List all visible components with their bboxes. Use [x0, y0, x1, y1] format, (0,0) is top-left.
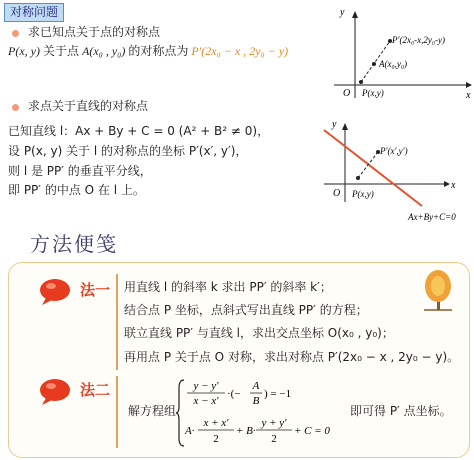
- eq1-frac-denominator: B: [252, 395, 260, 407]
- point-a: A(x₀ , y₀): [82, 44, 126, 58]
- point-p-dot: [359, 80, 363, 84]
- fig1-origin: O: [343, 88, 351, 99]
- fig2-line-label: Ax+By+C=0: [408, 212, 456, 222]
- fig2-origin: O: [333, 188, 341, 199]
- method2-suffix: 即可得 P′ 点坐标。: [350, 404, 452, 418]
- line-section-heading: 求点关于直线的对称点: [28, 99, 149, 113]
- fig1-pprime-label: P′(2x₀-x,2y₀-y): [392, 35, 445, 45]
- eq1-mid: ·(−: [227, 388, 241, 400]
- eq2-denominator-2: 2: [271, 433, 277, 445]
- speech-bubble-icon: [38, 276, 76, 306]
- equation-system: [176, 376, 336, 450]
- fig2-p-label: P(x,y): [352, 189, 374, 199]
- bullet-dot: [12, 30, 19, 37]
- system-brace: [176, 380, 184, 446]
- y-axis-arrow: [342, 123, 348, 130]
- eq2-end: + C = 0: [294, 425, 330, 437]
- method1-step-3: 联立直线 PP′ 与直线 l，求出交点坐标 O(x₀ , y₀)；: [124, 326, 394, 340]
- eq1-frac-numerator: A: [252, 380, 260, 392]
- text-about-point: 关于点: [42, 44, 79, 58]
- method2-prefix: 解方程组: [128, 404, 177, 418]
- figure-line-symmetry: [318, 118, 474, 224]
- line-section-line-2: 设 P(x, y) 关于 l 的对称点的坐标 P′(x′, y′)，: [8, 144, 248, 158]
- line-section-line-3: 则 l 是 PP′ 的垂直平分线，: [8, 164, 152, 178]
- eq2-numerator-2: y + y′: [261, 417, 287, 429]
- fig1-a-label: A(x₀,y₀): [379, 59, 407, 69]
- method1-step-2: 结合点 P 坐标，点斜式写出直线 PP′ 的方程；: [124, 303, 368, 317]
- method2-badge: 法二: [80, 383, 111, 399]
- line-section-line-4: 即 PP′ 的中点 O 在 l 上。: [8, 183, 145, 197]
- tree-icon: [418, 268, 460, 314]
- method1-step-4: 再用点 P 关于点 O 对称，求出对称点 P′(2x₀ − x , 2y₀ − y)。: [124, 350, 460, 364]
- method1-divider: [116, 274, 118, 370]
- eq2-denominator-1: 2: [213, 433, 219, 445]
- fig2-x-label: x: [451, 180, 456, 191]
- text-symmetric-point: 的对称点为: [128, 44, 189, 58]
- section-tag: 对称问题: [4, 3, 64, 22]
- fig1-p-label: P(x,y): [362, 88, 384, 98]
- point-pprime-result: P′(2x₀ − x , 2y₀ − y): [191, 44, 289, 58]
- methods-title: 方法便笺: [30, 234, 118, 256]
- point-symmetry-formula: [8, 43, 288, 59]
- segment-ppprime: [358, 152, 378, 178]
- figure-point-symmetry: [328, 6, 474, 102]
- eq1-denominator: x − x′: [193, 395, 219, 407]
- line-section-line-1: 已知直线 l：Ax + By + C = 0 (A² + B² ≠ 0)，: [8, 124, 270, 138]
- point-section-heading: 求已知点关于点的对称点: [28, 25, 161, 39]
- y-axis-arrow: [352, 11, 358, 18]
- eq2-a: A·: [185, 425, 195, 437]
- fig2-pprime-label: P′(x′,y′): [380, 146, 408, 156]
- fig1-x-label: x: [466, 90, 471, 101]
- eq1-end: ) = −1: [264, 388, 292, 400]
- point-a-dot: [372, 62, 376, 66]
- method2-divider: [116, 376, 118, 448]
- point-p: P(x, y): [8, 44, 40, 58]
- method1-badge: 法一: [80, 283, 111, 299]
- point-p-dot: [356, 176, 360, 180]
- speech-bubble-icon: [38, 376, 76, 406]
- fig1-y-label: y: [340, 7, 345, 18]
- method1-step-1: 用直线 l 的斜率 k 求出 PP′ 的斜率 k′；: [124, 280, 332, 294]
- x-axis-arrow: [466, 82, 472, 88]
- bullet-dot: [12, 104, 19, 111]
- eq2-b: + B·: [236, 425, 256, 437]
- x-axis-arrow: [444, 181, 450, 187]
- fig2-y-label: y: [332, 119, 337, 130]
- eq2-numerator-1: x + x′: [203, 417, 229, 429]
- eq1-numerator: y − y′: [193, 380, 219, 392]
